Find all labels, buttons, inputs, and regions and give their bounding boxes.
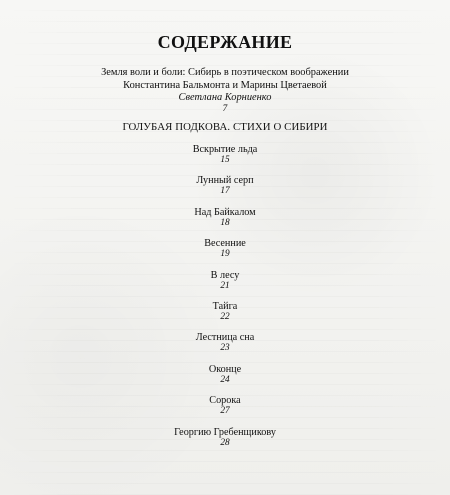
toc-entry-page-number: 18 [220, 217, 230, 228]
toc-entry-page-number: 15 [220, 155, 230, 166]
toc-entry-page-number: 24 [220, 374, 230, 385]
toc-entry-taiga [0, 301, 450, 332]
section-title: ГОЛУБАЯ ПОДКОВА. СТИХИ О СИБИРИ [122, 121, 328, 133]
toc-entry-soroka [0, 395, 450, 426]
toc-entry-okontse [0, 364, 450, 395]
intro-entry [0, 67, 450, 115]
toc-entry-page-number: 17 [220, 186, 230, 197]
toc-entry-title: Тайга [212, 300, 238, 312]
toc-entry-v-lesu [0, 270, 450, 301]
intro-page-number: 7 [222, 104, 228, 115]
toc-entry-page-number: 22 [220, 311, 230, 322]
toc-entry-page-number: 27 [220, 406, 230, 417]
intro-author: Светлана Корниенко [178, 92, 272, 104]
intro-line-2: Константина Бальмонта и Марины Цветаевой [123, 79, 327, 91]
toc-list [0, 144, 450, 458]
toc-entry-title: Оконце [208, 363, 242, 375]
toc-entry-lestnitsa-sna [0, 332, 450, 363]
toc-entry-lunny-serp [0, 175, 450, 206]
toc-entry-page-number: 23 [220, 343, 230, 354]
toc-entry-vesennie [0, 238, 450, 269]
toc-entry-title: Сорока [209, 395, 241, 407]
toc-entry-georgiyu-grebenshchikovu [0, 427, 450, 458]
toc-entry-page-number: 28 [220, 437, 230, 448]
toc-entry-page-number: 19 [220, 249, 230, 260]
toc-entry-title: Над Байкалом [194, 206, 256, 218]
toc-entry-title: Вскрытие льда [192, 144, 258, 155]
toc-entry-nad-baikalom [0, 207, 450, 238]
intro-line-1: Земля воли и боли: Сибирь в поэтическом воображении [101, 67, 349, 78]
toc-entry-title: Лестница сна [195, 332, 255, 344]
toc-entry-title: Весенние [204, 238, 246, 250]
toc-entry-title: В лесу [210, 269, 240, 281]
toc-entry-title: Лунный серп [196, 175, 254, 187]
toc-entry-title: Георгию Гребенщикову [174, 426, 276, 438]
toc-entry-page-number: 21 [220, 280, 230, 291]
toc-entry-vskrytie-lda [0, 144, 450, 175]
page-title: СОДЕРЖАНИЕ [157, 32, 293, 52]
